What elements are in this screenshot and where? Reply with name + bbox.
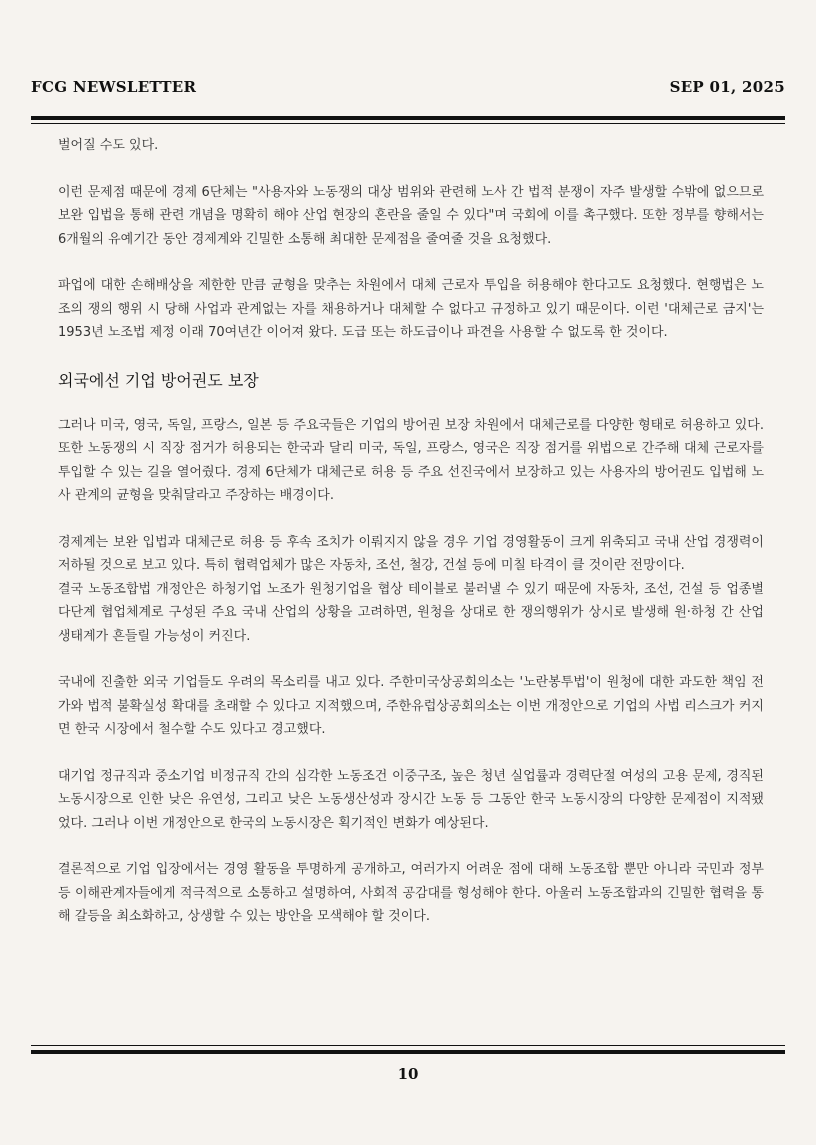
header-rule-thin [31, 123, 785, 124]
header-rule-thick [31, 116, 785, 120]
paragraph: 그러나 미국, 영국, 독일, 프랑스, 일본 등 주요국들은 기업의 방어권 보장 차원에서 대체근로를 다양한 형태로 허용하고 있다. 또한 노동쟁의 시 직장 점거가 허용되는 한국과 달리 미국, 독일, 프랑스, 영국은 직장 점거를 위법으로 간주해 대체 근로자를 투입할 수 있는 길을 열어줬다. 경제 6단체가 대체근로 허용 등 주요 선진국에서 보장하고 있는 사용자의 방어권도 입법해 노사 관계의 균형을 맞춰달라고 주장하는 배경이다. [58, 417, 764, 503]
paragraph: 벌어질 수도 있다. [58, 138, 159, 153]
paragraph: 대기업 정규직과 중소기업 비정규직 간의 심각한 노동조건 이중구조, 높은 청년 실업률과 경력단절 여성의 고용 문제, 경직된 노동시장으로 인한 낮은 유연성, 그리고 낮은 노동생산성과 장시간 노동 등 그동안 한국 노동시장의 다양한 문제점이 지적됐었다. 그러나 이번 개정안으로 한국의 노동시장은 획기적인 변화가 예상된다. [58, 768, 764, 831]
footer-rule-thin [31, 1045, 785, 1046]
paragraph: 경제계는 보완 입법과 대체근로 허용 등 후속 조치가 이뤄지지 않을 경우 기업 경영활동이 크게 위축되고 국내 산업 경쟁력이 저하될 것으로 보고 있다. 특히 협력업체가 많은 자동차, 조선, 철강, 건설 등에 미칠 타격이 클 것이란 전망이다. [58, 534, 764, 573]
paragraph: 국내에 진출한 외국 기업들도 우려의 목소리를 내고 있다. 주한미국상공회의소는 '노란봉투법'이 원청에 대한 과도한 책임 전가와 법적 불확실성 확대를 초래할 수 있다고 지적했으며, 주한유럽상공회의소는 이번 개정안으로 기업의 사법 리스크가 커지면 한국 시장에서 철수할 수도 있다고 경고했다. [58, 675, 764, 737]
newsletter-title: FCG NEWSLETTER [31, 78, 197, 96]
section-heading: 외국에선 기업 방어권도 보장 [58, 370, 259, 390]
page-number: 10 [397, 1065, 419, 1083]
paragraph: 결국 노동조합법 개정안은 하청기업 노조가 원청기업을 협상 테이블로 불러낼 수 있기 때문에 자동차, 조선, 건설 등 업종별 다단계 협업체계로 구성된 주요 국내 산업의 상황을 고려하면, 원청을 상대로 한 쟁의행위가 상시로 발생해 원·하청 간 산업 생태계가 흔들릴 가능성이 커진다. [58, 581, 764, 644]
paragraph: 이런 문제점 때문에 경제 6단체는 "사용자와 노동쟁의 대상 범위와 관련해 노사 간 법적 분쟁이 자주 발생할 수밖에 없으므로 보완 입법을 통해 관련 개념을 명확히 해야 산업 현장의 혼란을 줄일 수 있다"며 국회에 이를 촉구했다. 또한 정부를 향해서는 6개월의 유예기간 동안 경제계와 긴밀한 소통해 최대한 문제점을 줄여줄 것을 요청했다. [58, 184, 764, 247]
footer-rule-thick [31, 1050, 785, 1054]
paragraph: 파업에 대한 손해배상을 제한한 만큼 균형을 맞추는 차원에서 대체 근로자 투입을 허용해야 한다고도 요청했다. 현행법은 노조의 쟁의 행위 시 당해 사업과 관계없는 자를 채용하거나 대체할 수 없다고 규정하고 있기 때문이다. 이런 '대체근로 금지'는 1953년 노조법 제정 이래 70여년간 이어져 왔다. 도급 또는 하도급이나 파견을 사용할 수 없도록 한 것이다. [58, 278, 764, 340]
paragraph: 결론적으로 기업 입장에서는 경영 활동을 투명하게 공개하고, 여러가지 어려운 점에 대해 노동조합 뿐만 아니라 국민과 정부 등 이해관계자들에게 적극적으로 소통하고 설명하여, 사회적 공감대를 형성해야 한다. 아울러 노동조합과의 긴밀한 협력을 통해 갈등을 최소화하고, 상생할 수 있는 방안을 모색해야 할 것이다. [58, 862, 764, 924]
article-body [58, 134, 764, 952]
issue-date: SEP 01, 2025 [669, 78, 785, 96]
page-header [31, 78, 785, 98]
